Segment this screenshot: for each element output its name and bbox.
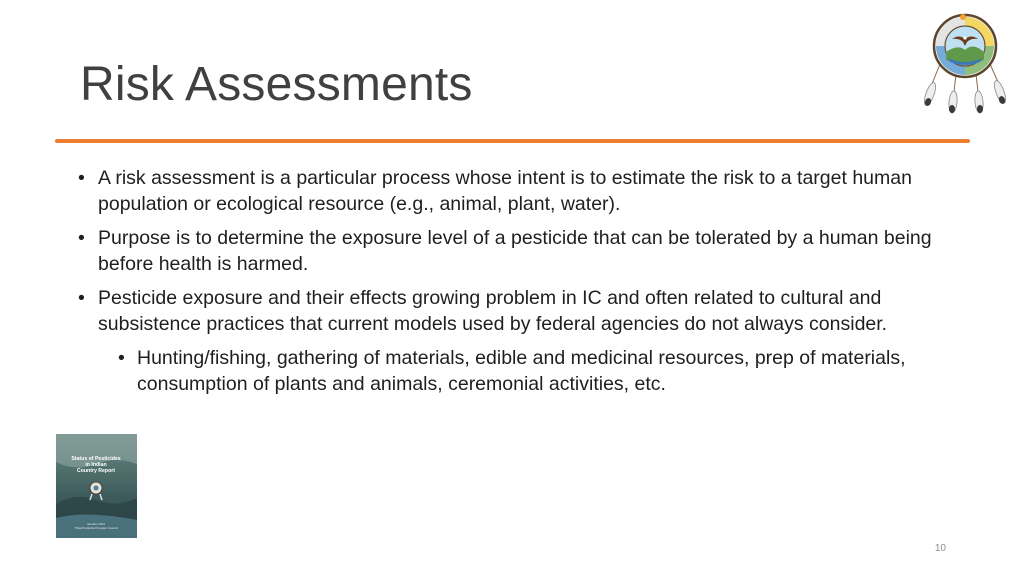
medicine-wheel-dreamcatcher-icon <box>918 12 1010 114</box>
bullet-dot: • <box>78 287 85 309</box>
bullet-dot: • <box>78 167 85 189</box>
cover-footer-line: January 2021 <box>86 522 106 526</box>
title-divider <box>55 139 970 143</box>
cover-title-line: Status of Pesticides <box>71 456 121 462</box>
bullet-item <box>78 286 948 337</box>
bullet-text: A risk assessment is a particular process whose intent is to estimate the risk to a target human population or ecological resource (e.g., animal, plant, water). <box>98 167 912 215</box>
slide-title: Risk Assessments <box>80 58 473 111</box>
cover-title-line: Country Report <box>76 468 116 474</box>
bullet-text: Pesticide exposure and their effects growing problem in IC and often related to cultural and subsistence practices that current models used by federal agencies do not always consider. <box>98 287 888 335</box>
bullet-text: Purpose is to determine the exposure level of a pesticide that can be tolerated by a human being before health is harmed. <box>98 227 932 275</box>
cover-title-line: in Indian <box>85 462 107 468</box>
bullet-list <box>78 166 948 397</box>
sub-bullet-text: Hunting/fishing, gathering of materials, edible and medicinal resources, prep of materials, consumption of plants and animals, ceremonial activities, etc. <box>137 347 906 395</box>
cover-footer-line: Tribal Pesticide Program Council <box>74 526 118 530</box>
bullet-item <box>78 226 948 277</box>
sub-bullet-item <box>78 346 948 397</box>
bullet-dot: • <box>118 347 125 369</box>
report-cover-image <box>56 434 137 538</box>
bullet-item <box>78 166 948 217</box>
page-number: 10 <box>934 543 946 554</box>
bullet-dot: • <box>78 227 85 249</box>
